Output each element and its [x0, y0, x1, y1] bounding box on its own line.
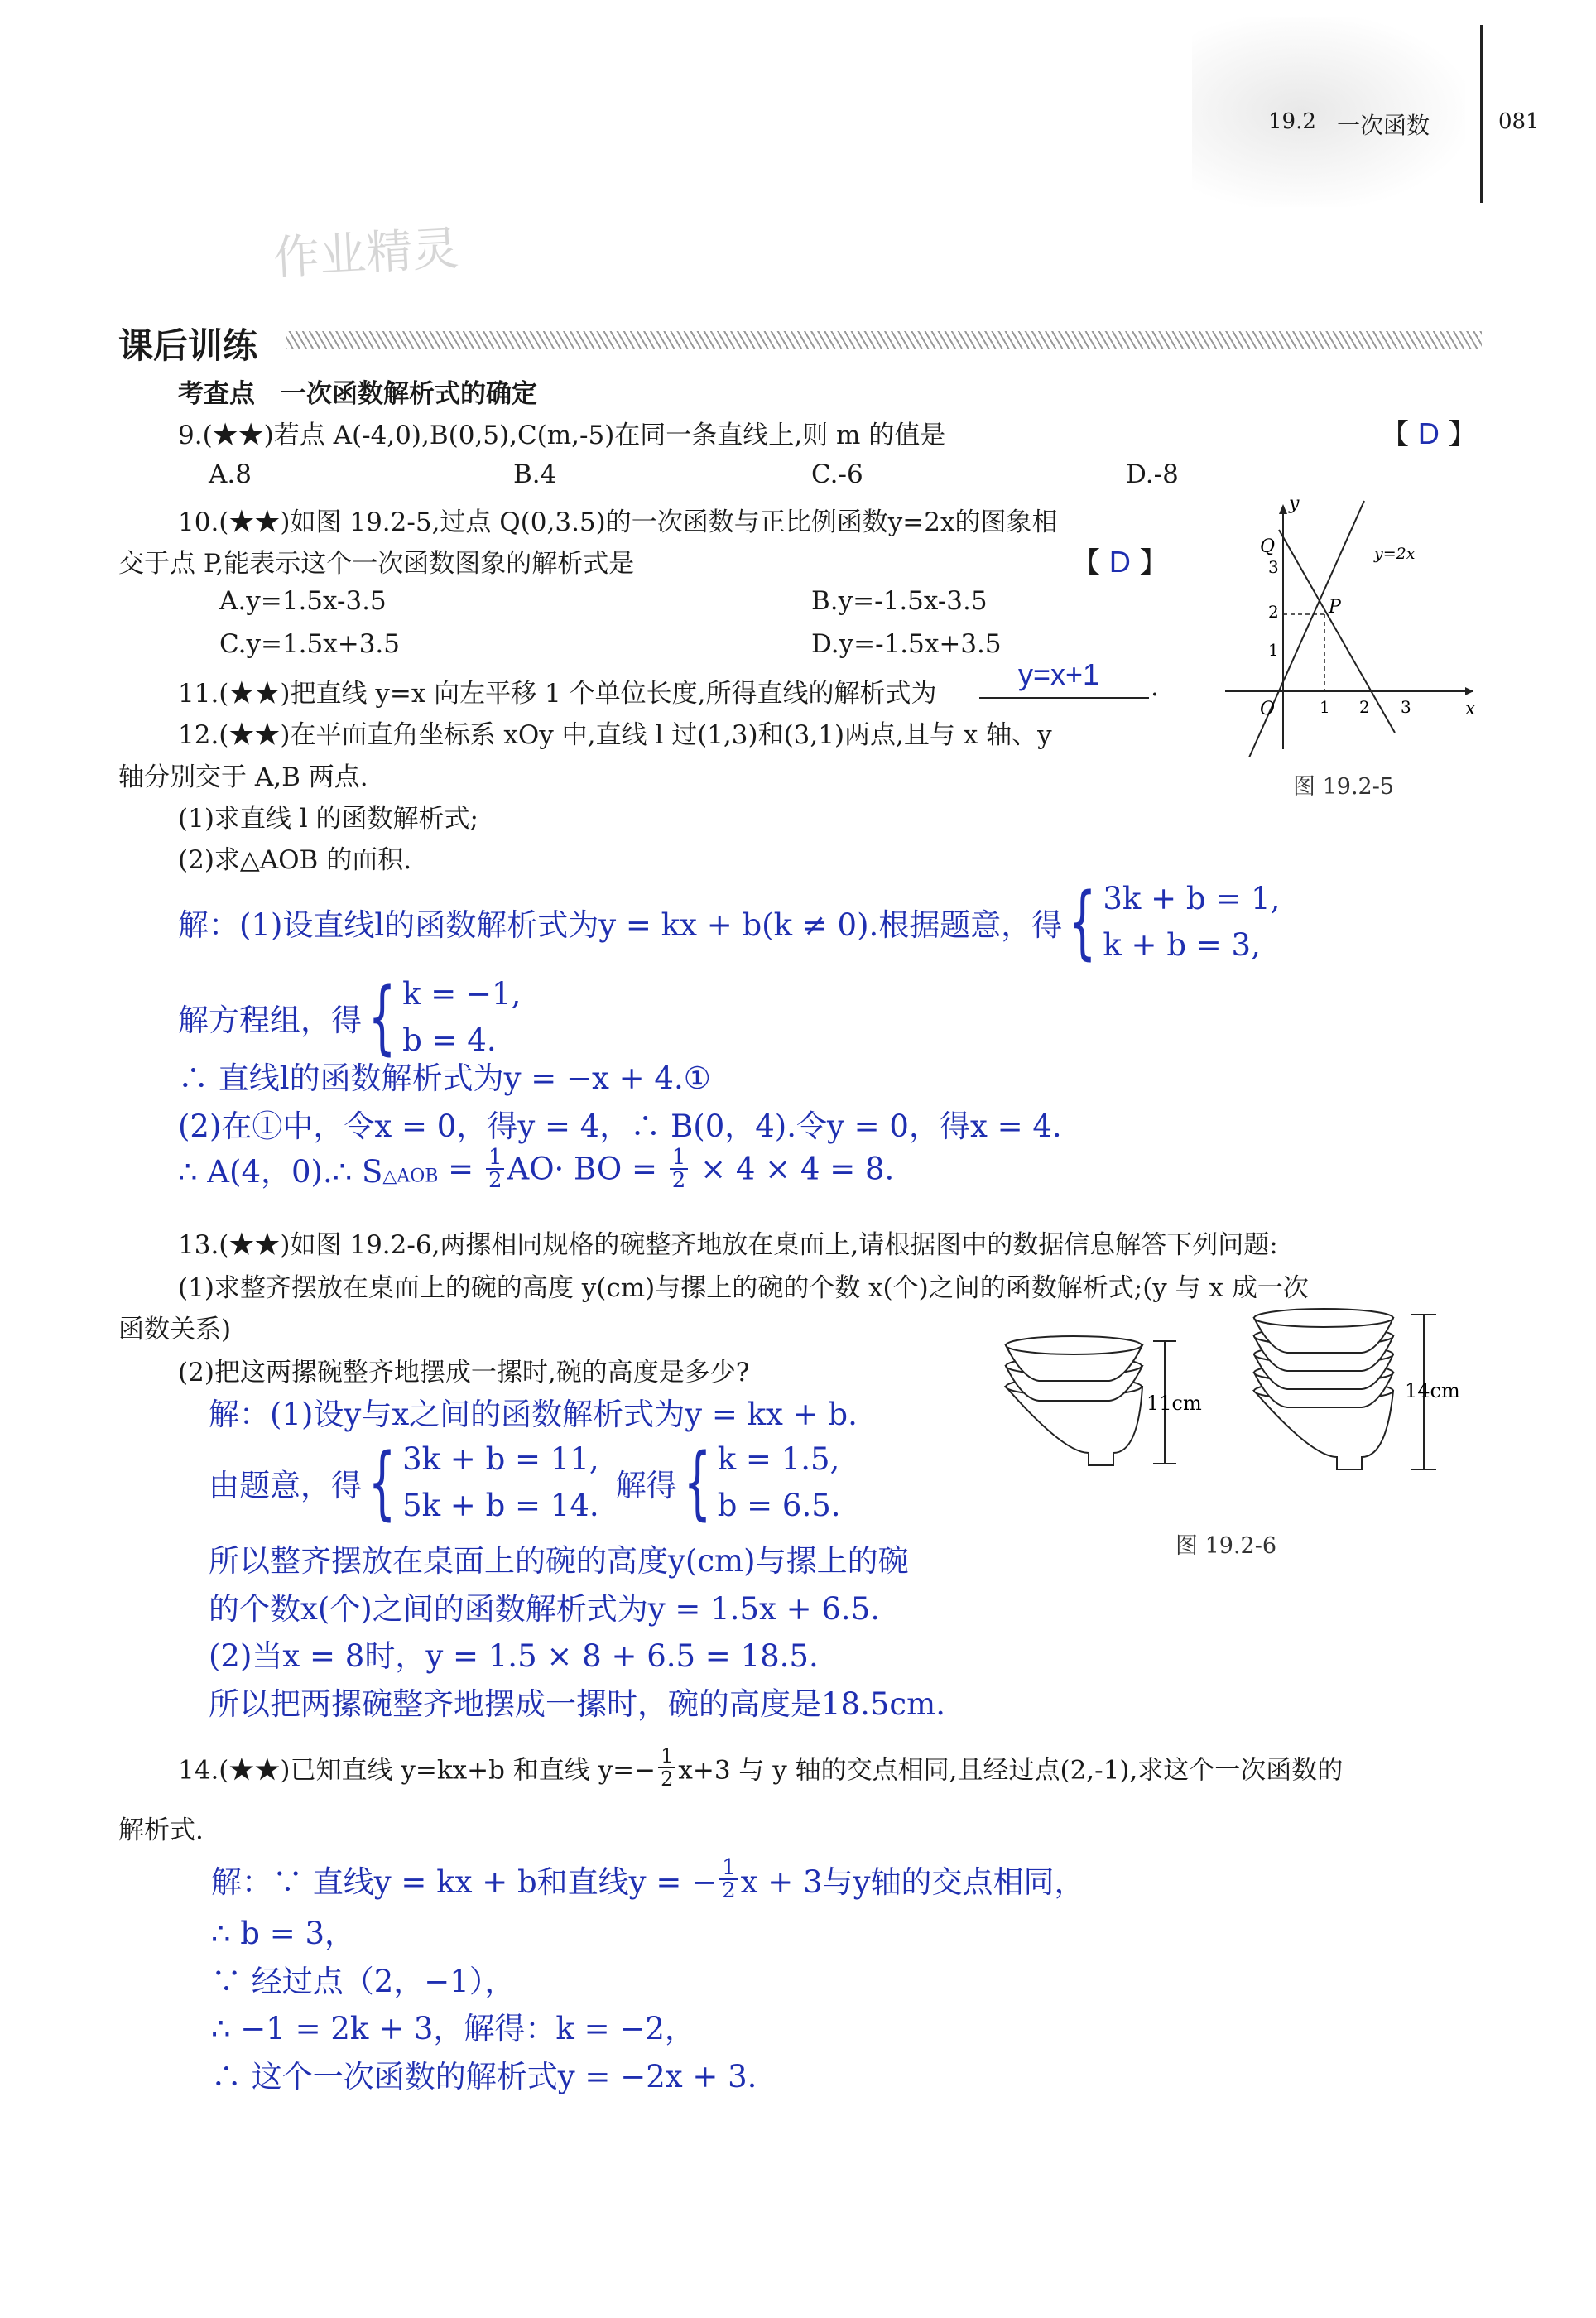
y-axis-arrow [1279, 504, 1287, 514]
q14-sol-fraction [719, 1857, 738, 1902]
q13-system1 [402, 1436, 599, 1529]
q9-option-d: D.-8 [1126, 459, 1179, 489]
q9-stem: 9.(★★)若点 A(-4,0),B(0,5),C(m,-5)在同一条直线上,则 m 的值是 [178, 421, 946, 450]
q12-sol5-d: × 4 × 4 = 8. [690, 1151, 895, 1187]
left-bowl-1-rim [1006, 1336, 1142, 1354]
q12-stem-line2: 轴分别交于 A,B 两点. [118, 762, 368, 792]
q12-solution-line2 [178, 971, 521, 1064]
q13-stem: 13.(★★)如图 19.2-6,两摞相同规格的碗整齐地放在桌面上,请根据图中的数据信息解答下列问题: [178, 1230, 1278, 1260]
q10-option-d: D.y=-1.5x+3.5 [811, 629, 1002, 659]
y-tick-1: 1 [1268, 640, 1279, 660]
q10-answer-box: 【 D 】 [1072, 545, 1168, 580]
figure-19-2-6-caption: 图 19.2-6 [1175, 1533, 1277, 1559]
q12-sol-text1: 解：(1)设直线l的函数解析式为y = kx + b(k ≠ 0).根据题意，得 [178, 907, 1063, 943]
q12-part2: (2)求△AOB 的面积. [178, 845, 412, 875]
q14-sol-den: 2 [722, 1878, 736, 1903]
q12-part1: (1)求直线 l 的函数解析式; [178, 804, 478, 834]
q14-stem-line1 [178, 1745, 1343, 1790]
q13-brace2: { [683, 1436, 711, 1529]
q12-sol5-a: ∴ A(4，0).∴ S [178, 1154, 383, 1190]
q13-solution-line6: 所以把两摞碗整齐地摆成一摞时，碗的高度是18.5cm. [209, 1686, 945, 1722]
section-title: 课后训练 [118, 325, 258, 366]
figure-19-2-6-bowls [989, 1308, 1486, 1507]
q12-solution-line4: (2)在①中，令x = 0，得y = 4，∴ B(0，4).令y = 0，得x = 4. [178, 1109, 1062, 1144]
q10-stem-line2: 交于点 P,能表示这个一次函数图象的解析式是 [118, 549, 635, 579]
q14-stem-line2: 解析式. [118, 1815, 204, 1845]
q12-system2-eq2: b = 4. [402, 1022, 497, 1058]
section-rule [286, 331, 1482, 349]
x-axis-label: x [1465, 699, 1476, 719]
right-bowl-1-rim [1254, 1309, 1393, 1327]
q13-system2-eq1: k = 1.5, [717, 1441, 840, 1477]
q14-solution-line1 [211, 1857, 1085, 1902]
q9-option-c: C.-6 [811, 459, 863, 489]
y-tick-3: 3 [1268, 557, 1279, 577]
q12-system1 [1103, 876, 1280, 969]
q12-system2-eq1: k = −1, [402, 976, 522, 1012]
q13-brace1: { [368, 1436, 397, 1529]
q14-stem-den: 2 [661, 1767, 674, 1791]
q10-option-b: B.y=-1.5x-3.5 [811, 586, 988, 616]
q13-system2-eq2: b = 6.5. [717, 1488, 841, 1523]
q13-solution-line1: 解：(1)设y与x之间的函数解析式为y = kx + b. [209, 1397, 858, 1432]
q11-blank-line [979, 697, 1149, 699]
q12-half-fraction-2 [670, 1147, 689, 1191]
q12-half-fraction-1 [486, 1147, 505, 1191]
figure-19-2-5-caption: 图 19.2-5 [1293, 774, 1395, 800]
q14-sol-text1a: 解：∵ 直线y = kx + b和直线y = − [211, 1864, 718, 1900]
right-bowl-stack [1254, 1309, 1393, 1469]
q13-system1-eq1: 3k + b = 11, [402, 1441, 599, 1477]
q12-half-den-2: 2 [671, 1168, 686, 1193]
q12-system1-eq1: 3k + b = 1, [1103, 881, 1281, 916]
q12-brace1: { [1069, 876, 1097, 969]
q12-solution-line5 [178, 1147, 894, 1191]
q12-half-num-2: 1 [670, 1147, 689, 1170]
q13-solution-line4: 的个数x(个)之间的函数解析式为y = 1.5x + 6.5. [209, 1591, 881, 1627]
q14-stem-a: 14.(★★)已知直线 y=kx+b 和直线 y=− [178, 1755, 656, 1786]
x-tick-1: 1 [1320, 697, 1330, 717]
q10-option-a: A.y=1.5x-3.5 [219, 586, 387, 616]
q12-system2 [402, 971, 521, 1064]
y-tick-2: 2 [1268, 602, 1279, 622]
figure-19-2-5-graph [1217, 493, 1482, 757]
q10-answer: D [1108, 545, 1131, 579]
q13-solution-line2 [209, 1436, 841, 1529]
q12-system1-eq2: k + b = 3, [1103, 927, 1261, 963]
q10-option-c: C.y=1.5x+3.5 [219, 629, 401, 659]
q13-sol-text2b: 解得 [615, 1468, 677, 1503]
line-label: y=2x [1374, 545, 1416, 563]
q10-stem-line1: 10.(★★)如图 19.2-5,过点 Q(0,3.5)的一次函数与正比例函数y=2x的图象相 [178, 507, 1058, 537]
topic-heading: 考查点 一次函数解析式的确定 [178, 379, 537, 409]
q13-part2: (2)把这两摞碗整齐地摆成一摞时,碗的高度是多少? [178, 1358, 750, 1387]
q14-solution-line4: ∴ −1 = 2k + 3，解得：k = −2， [211, 2011, 695, 2046]
q13-part1-line1: (1)求整齐摆放在桌面上的碗的高度 y(cm)与摞上的碗的个数 x(个)之间的函数解析式;(y 与 x 成一次 [178, 1273, 1309, 1303]
q12-stem-line1: 12.(★★)在平面直角坐标系 xOy 中,直线 l 过(1,3)和(3,1)两点,且与 x 轴、y [178, 720, 1052, 750]
q9-option-a: A.8 [209, 459, 252, 489]
q12-sol5-b: = [438, 1151, 483, 1187]
q13-part1-line2: 函数关系) [118, 1315, 232, 1344]
x-tick-3: 3 [1401, 697, 1411, 717]
q9-option-b: B.4 [513, 459, 557, 489]
q12-solution-line1 [178, 876, 1280, 969]
q9-answer-box: 【 D 】 [1381, 416, 1477, 451]
q11-period: . [1151, 672, 1159, 702]
q12-solution-line3: ∴ 直线l的函数解析式为y = −x + 4.① [178, 1060, 711, 1096]
q12-sol5-sub: △AOB [382, 1166, 439, 1187]
q14-solution-line2: ∴ b = 3， [211, 1916, 356, 1951]
point-q-label: Q [1260, 536, 1276, 557]
watermark-logo: 作业精灵 [272, 222, 460, 286]
x-axis-arrow [1465, 687, 1473, 695]
q14-sol-num: 1 [719, 1857, 738, 1880]
q11-answer: y=x+1 [1018, 657, 1100, 691]
q13-solution-line5: (2)当x = 8时，y = 1.5 × 8 + 6.5 = 18.5. [209, 1638, 819, 1674]
q12-half-num-1: 1 [486, 1147, 505, 1170]
q13-system1-eq2: 5k + b = 14. [402, 1488, 599, 1523]
origin-label: O [1260, 699, 1276, 719]
q12-brace2: { [368, 971, 397, 1064]
x-tick-2: 2 [1359, 697, 1370, 717]
left-height-label: 11cm [1147, 1392, 1202, 1415]
header-divider [1480, 25, 1483, 203]
right-height-label: 14cm [1405, 1379, 1460, 1402]
q14-stem-b: x+3 与 y 轴的交点相同,且经过点(2,-1),求这个一次函数的 [678, 1755, 1344, 1786]
header-chapter: 一次函数 [1337, 112, 1430, 139]
point-p-label: P [1329, 597, 1341, 618]
q13-solution-line3: 所以整齐摆放在桌面上的碗的高度y(cm)与摞上的碗 [209, 1543, 909, 1579]
q14-solution-line3: ∵ 经过点（2，−1）， [211, 1964, 516, 1999]
q14-stem-fraction [658, 1745, 675, 1790]
q12-sol-text2: 解方程组，得 [178, 1003, 362, 1038]
q12-sol5-c: AO· BO = [507, 1151, 667, 1187]
q14-sol-text1b: x + 3与y轴的交点相同， [740, 1864, 1085, 1900]
q9-answer: D [1417, 416, 1440, 450]
q13-system2 [718, 1436, 841, 1529]
q11-stem: 11.(★★)把直线 y=x 向左平移 1 个单位长度,所得直线的解析式为 [178, 679, 937, 709]
page-number: 081 [1498, 109, 1540, 134]
q12-half-den-1: 2 [488, 1168, 502, 1193]
left-bowl-stack [1006, 1336, 1142, 1465]
y-axis-label: y [1289, 493, 1300, 514]
q13-sol-text2a: 由题意，得 [209, 1468, 362, 1503]
q14-solution-line5: ∴ 这个一次函数的解析式y = −2x + 3. [211, 2059, 757, 2094]
header-section: 19.2 [1268, 109, 1316, 134]
q14-stem-num: 1 [658, 1745, 675, 1768]
